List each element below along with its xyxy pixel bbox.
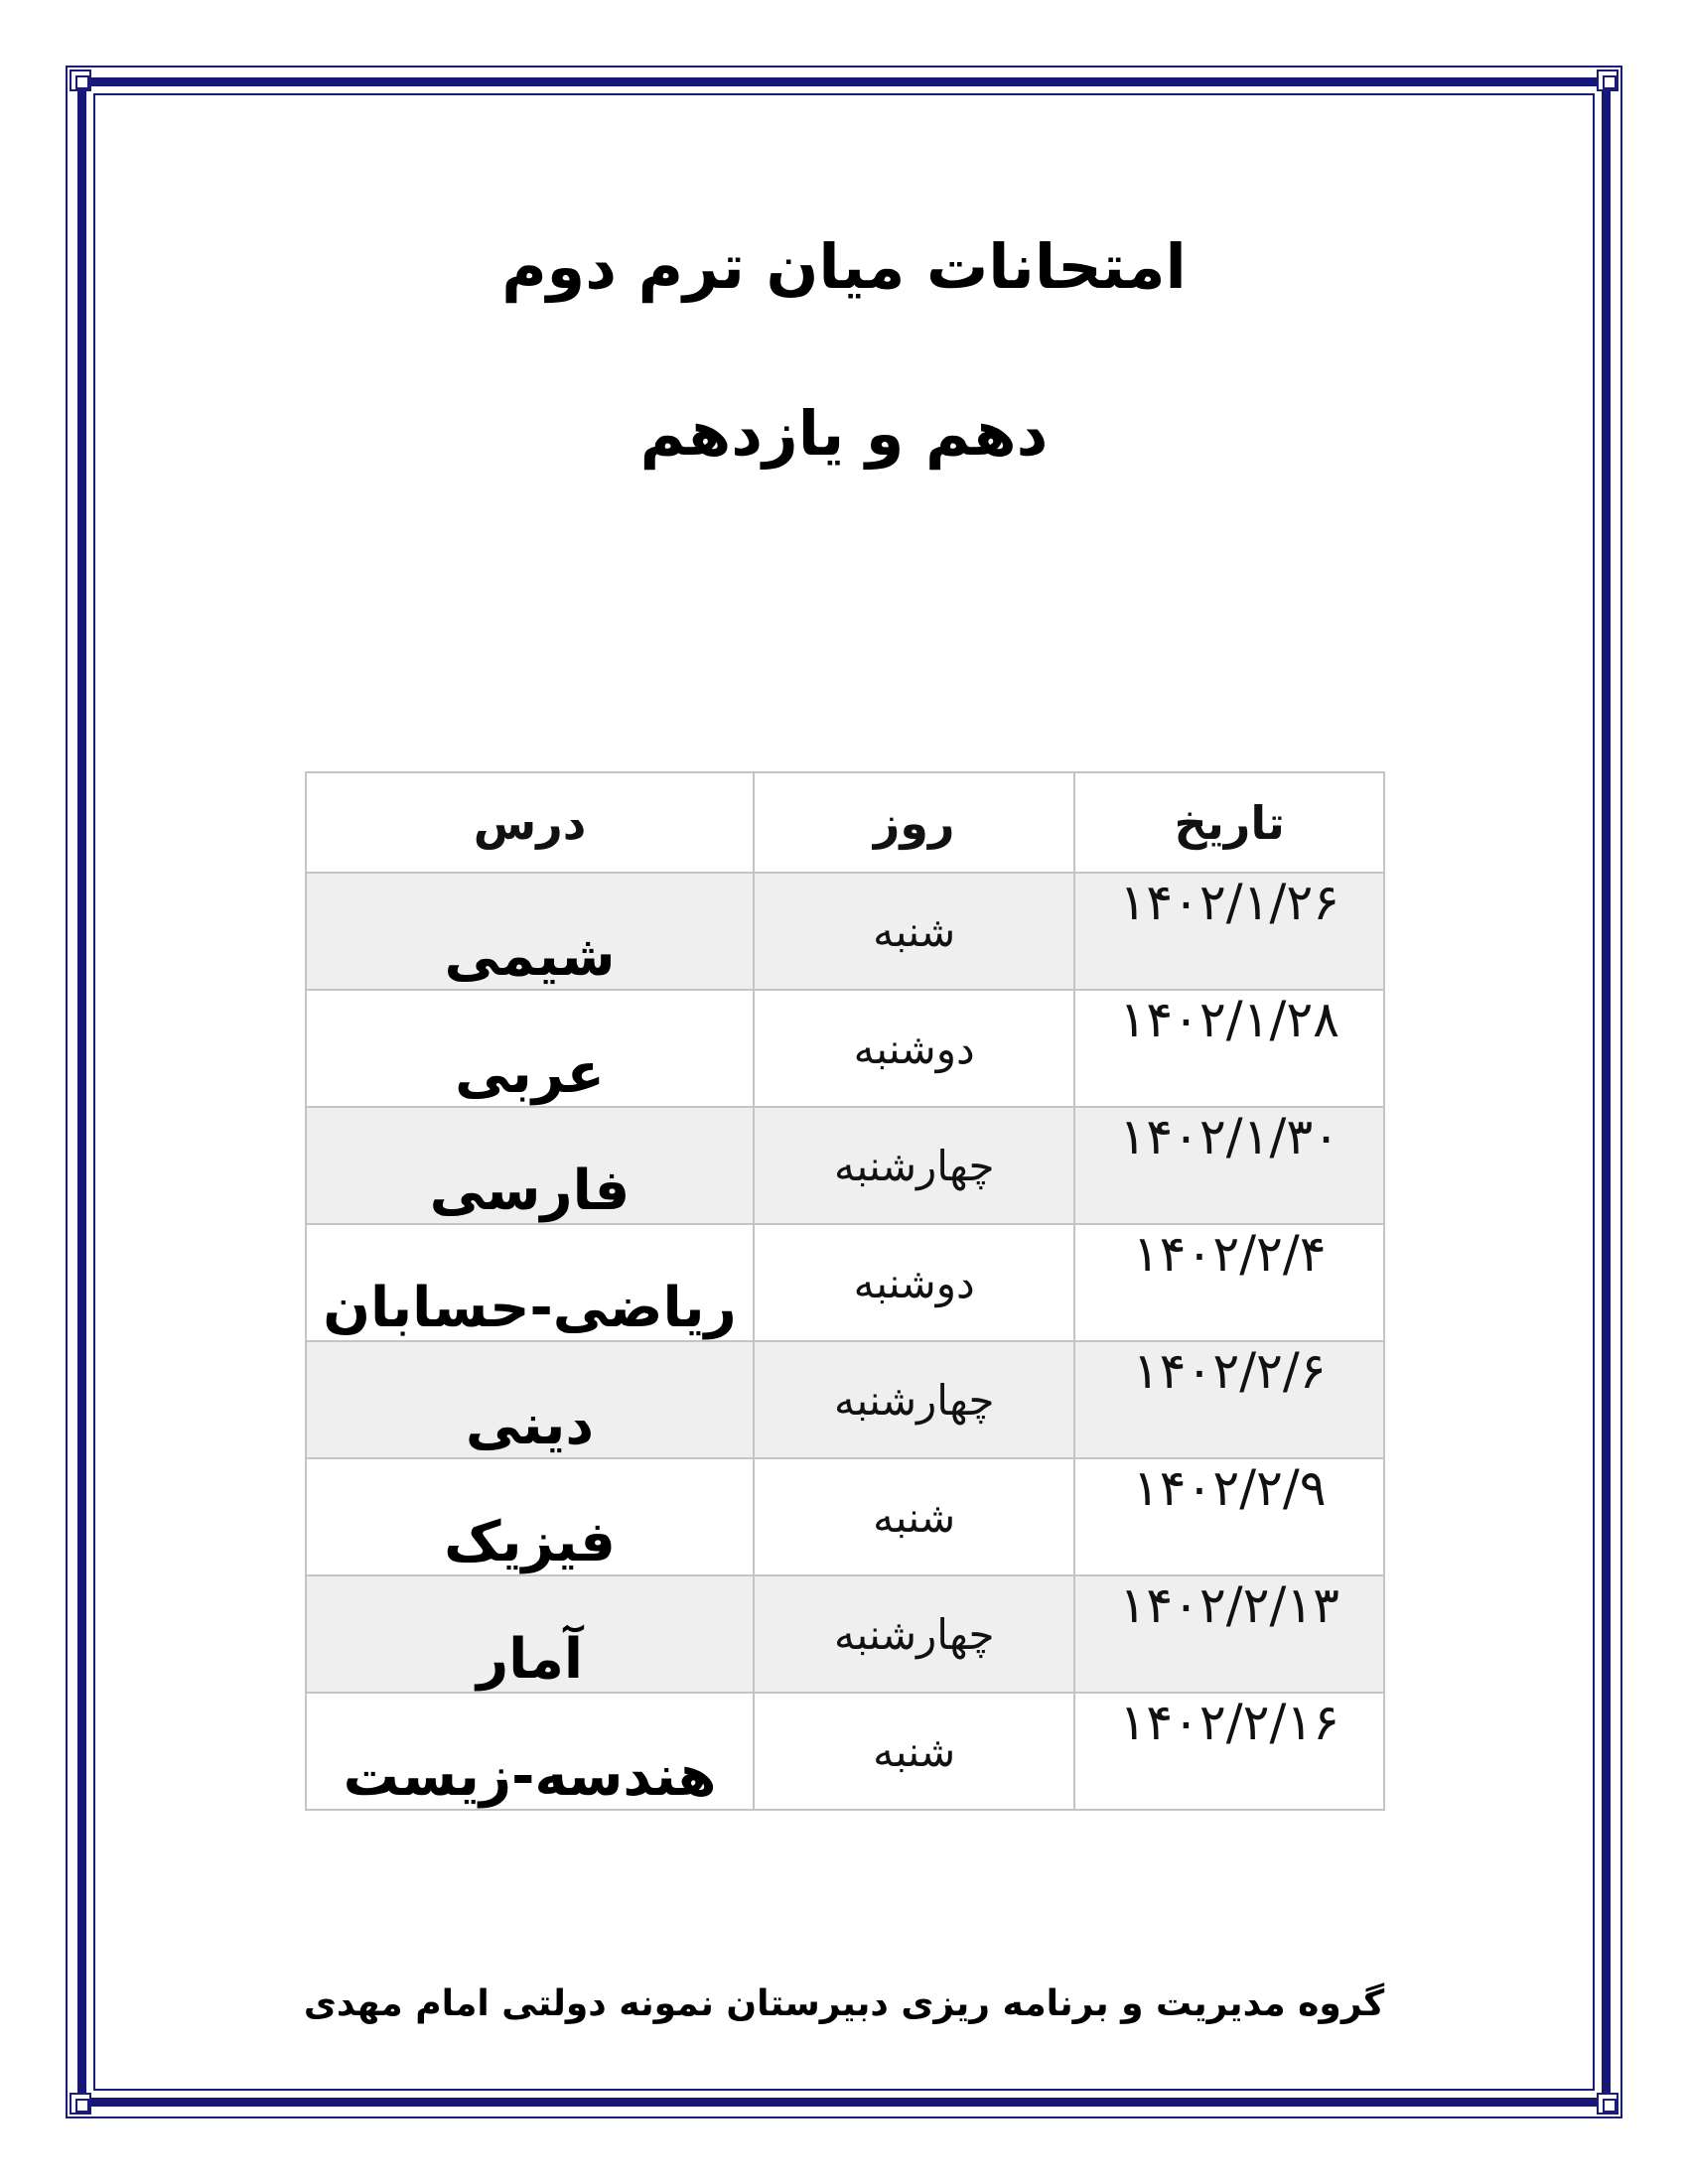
table-row (306, 1458, 1384, 1575)
exam-day: شنبه (754, 873, 1074, 990)
exam-day: دوشنبه (754, 990, 1074, 1107)
exam-day: شنبه (754, 1693, 1074, 1810)
exam-day: چهارشنبه (754, 1341, 1074, 1458)
exam-day: چهارشنبه (754, 1575, 1074, 1693)
exam-subject: فیزیک (306, 1458, 754, 1575)
table-row (306, 1341, 1384, 1458)
corner-ornament (70, 2093, 91, 2115)
table-row (306, 1693, 1384, 1810)
table-row (306, 1107, 1384, 1224)
exam-date: ۱۴۰۲/۱/۲۶ (1074, 873, 1384, 990)
exam-date: ۱۴۰۲/۱/۳۰ (1074, 1107, 1384, 1224)
exam-subject: هندسه-زیست (306, 1693, 754, 1810)
column-header-day: روز (754, 772, 1074, 873)
corner-ornament (70, 69, 91, 91)
page-subtitle: دهم و یازدهم (639, 397, 1049, 470)
exam-subject: فارسی (306, 1107, 754, 1224)
exam-subject: دینی (306, 1341, 754, 1458)
exam-date: ۱۴۰۲/۲/۹ (1074, 1458, 1384, 1575)
table-row (306, 1575, 1384, 1693)
exam-date: ۱۴۰۲/۲/۱۳ (1074, 1575, 1384, 1693)
table-row (306, 990, 1384, 1107)
table-row (306, 873, 1384, 990)
column-header-date: تاریخ (1074, 772, 1384, 873)
footer-credit: گروه مدیریت و برنامه ریزی دبیرستان نمونه دولتی امام مهدی (303, 1983, 1385, 2024)
corner-ornament (1597, 2093, 1618, 2115)
table-header-row (306, 772, 1384, 873)
exam-day: چهارشنبه (754, 1107, 1074, 1224)
exam-subject: شیمی (306, 873, 754, 990)
exam-subject: ریاضی-حسابان (306, 1224, 754, 1341)
exam-schedule-table (305, 771, 1385, 1811)
exam-date: ۱۴۰۲/۲/۴ (1074, 1224, 1384, 1341)
page-title: امتحانات میان ترم دوم (501, 230, 1187, 303)
exam-date: ۱۴۰۲/۱/۲۸ (1074, 990, 1384, 1107)
exam-date: ۱۴۰۲/۲/۶ (1074, 1341, 1384, 1458)
exam-day: شنبه (754, 1458, 1074, 1575)
corner-ornament (1597, 69, 1618, 91)
exam-subject: عربی (306, 990, 754, 1107)
exam-day: دوشنبه (754, 1224, 1074, 1341)
column-header-subject: درس (306, 772, 754, 873)
exam-date: ۱۴۰۲/۲/۱۶ (1074, 1693, 1384, 1810)
exam-subject: آمار (306, 1575, 754, 1693)
table-row (306, 1224, 1384, 1341)
